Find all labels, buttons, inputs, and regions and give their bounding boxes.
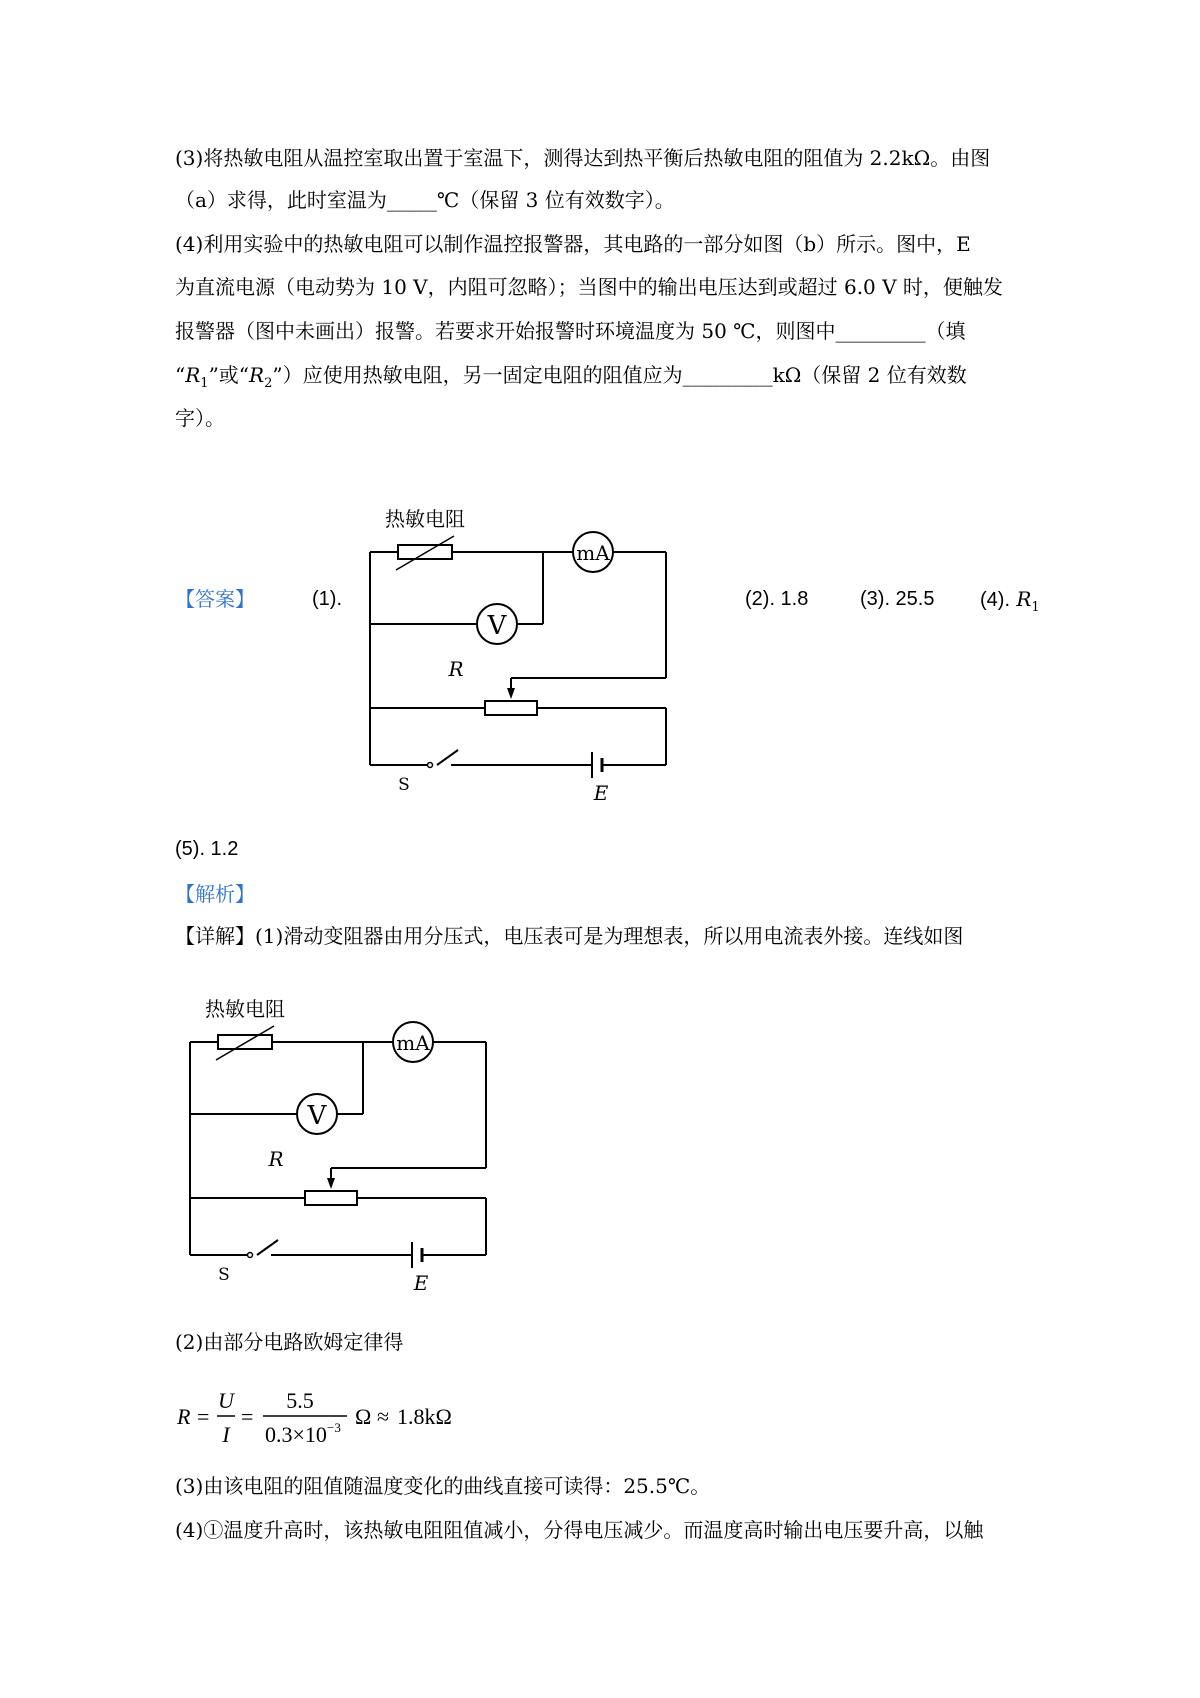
r2-symbol: R xyxy=(249,363,265,387)
detail-label: 【详解】 xyxy=(175,924,255,948)
rheostat-icon xyxy=(485,701,537,715)
formula-numerator-value: 5.5 xyxy=(286,1388,314,1413)
answer-5: (5). 1.2 xyxy=(175,838,239,860)
answer-2: (2). 1.8 xyxy=(745,588,809,610)
thermistor-icon xyxy=(218,1035,272,1049)
circuit-diagram-answer xyxy=(360,500,680,800)
quote-or: ”或“ xyxy=(208,363,250,387)
formula-approx: ≈ xyxy=(377,1404,390,1429)
formula-numerator-u: U xyxy=(218,1388,234,1413)
formula-result: 1.8kΩ xyxy=(397,1404,452,1429)
ammeter-label: mA xyxy=(576,541,610,565)
q4-line-1: (4)利用实验中的热敏电阻可以制作温控报警器，其电路的一部分如图（b）所示。图中，E xyxy=(175,232,971,256)
r1-symbol: R xyxy=(185,363,201,387)
formula-denominator-i: I xyxy=(222,1422,230,1447)
circuit-diagram-analysis xyxy=(180,990,500,1290)
thermistor-label: 热敏电阻 xyxy=(205,997,285,1021)
rheostat-icon xyxy=(305,1191,357,1205)
quote-open: “ xyxy=(175,363,186,387)
q4-line-4 xyxy=(175,361,967,398)
formula-exponent: −3 xyxy=(327,1420,341,1435)
formula-denominator-value: 0.3×10 xyxy=(265,1422,327,1447)
switch-icon xyxy=(428,763,433,768)
slider-arrow-icon xyxy=(507,688,515,699)
thermistor-icon xyxy=(398,545,452,559)
q4-line-5: 字）。 xyxy=(175,406,225,430)
q4-line-2: 为直流电源（电动势为 10 V，内阻可忽略）；当图中的输出电压达到或超过 6.0 V 时，便触发 xyxy=(175,275,1003,299)
answer-4-sub: 1 xyxy=(1031,600,1040,615)
source-label: E xyxy=(413,1271,429,1290)
rheostat-label: R xyxy=(448,657,464,681)
answer-1: (1). xyxy=(312,588,342,610)
slider-arrow-icon xyxy=(327,1178,335,1189)
q3-line-1: (3)将热敏电阻从温控室取出置于室温下，测得达到热平衡后热敏电阻的阻值为 2.2kΩ。由图 xyxy=(175,146,991,170)
formula-unit: Ω xyxy=(355,1404,372,1429)
q4-line-3: 报警器（图中未画出）报警。若要求开始报警时环境温度为 50 ℃，则图中_________（填 xyxy=(175,319,966,343)
thermistor-label: 热敏电阻 xyxy=(385,507,465,531)
analysis-p2: (2)由部分电路欧姆定律得 xyxy=(175,1330,404,1354)
source-label: E xyxy=(593,781,609,800)
answer-label: 【答案】 xyxy=(175,587,255,611)
answer-4 xyxy=(980,585,1040,622)
answer-4-r: R xyxy=(1016,587,1032,611)
r1-subscript: 1 xyxy=(200,376,209,391)
rheostat-label: R xyxy=(268,1147,284,1171)
answer-4-prefix: (4). xyxy=(980,589,1010,611)
analysis-p4: (4)①温度升高时，该热敏电阻阻值减小，分得电压减少。而温度高时输出电压要升高，以触 xyxy=(175,1518,984,1542)
ohm-law-formula xyxy=(175,1378,495,1458)
voltmeter-label: V xyxy=(487,611,507,641)
switch-icon xyxy=(248,1253,253,1258)
answer-3: (3). 25.5 xyxy=(860,588,935,610)
formula-lhs: R xyxy=(177,1404,191,1429)
analysis-p3: (3)由该电阻的阻值随温度变化的曲线直接可读得：25.5℃。 xyxy=(175,1474,711,1498)
q4-line-4-rest: ”）应使用热敏电阻，另一固定电阻的阻值应为_________kΩ（保留 2 位有效数 xyxy=(272,363,967,387)
formula-eq2: = xyxy=(241,1404,254,1429)
switch-label: S xyxy=(218,1265,230,1285)
detail-text: (1)滑动变阻器由用分压式，电压表可是为理想表，所以用电流表外接。连线如图 xyxy=(255,924,964,948)
q3-line-2: （a）求得，此时室温为_____℃（保留 3 位有效数字）。 xyxy=(175,188,675,212)
r2-subscript: 2 xyxy=(264,376,273,391)
formula-eq1: = xyxy=(197,1404,210,1429)
voltmeter-label: V xyxy=(307,1101,327,1131)
ammeter-label: mA xyxy=(396,1031,430,1055)
analysis-label: 【解析】 xyxy=(175,882,255,906)
switch-label: S xyxy=(398,775,410,795)
detail-line xyxy=(175,922,963,950)
